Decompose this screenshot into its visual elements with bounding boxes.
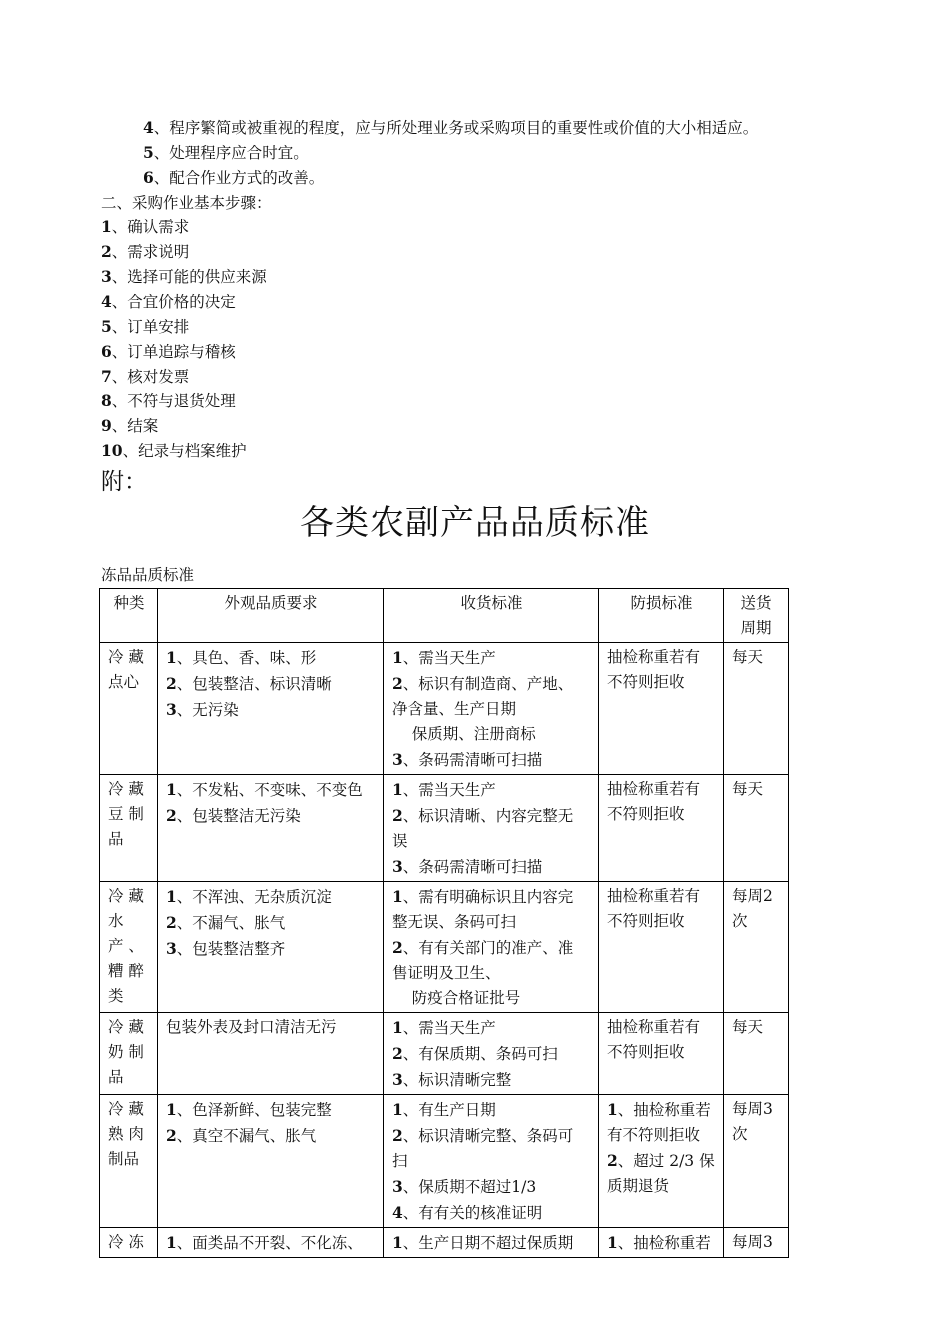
intro-item-text: 、程序繁简或被重视的程度，应与所处理业务或采购项目的重要性或价值的大小相适应。	[153, 119, 759, 137]
cell-loss-prevention	[599, 775, 724, 882]
cell-receiving	[384, 1228, 599, 1258]
intro-item	[143, 143, 309, 163]
header-delivery	[724, 589, 789, 643]
cell-text-line: 1、需当天生产	[392, 648, 496, 667]
cell-text-line: 误	[392, 832, 408, 850]
step-item	[101, 367, 189, 387]
step-item	[101, 342, 236, 362]
cell-kind	[100, 882, 158, 1013]
cell-text-line: 3、无污染	[166, 700, 239, 719]
table-body	[100, 643, 789, 1258]
document-title: 各类农副产品品质标准	[300, 503, 650, 543]
cell-loss-prevention	[599, 1013, 724, 1095]
cell-text-line: 糟 醉	[108, 962, 144, 980]
cell-text-line: 2、标识清晰、内容完整无	[392, 806, 574, 825]
cell-kind	[100, 643, 158, 775]
step-number: 10	[101, 441, 123, 460]
step-item	[101, 267, 267, 287]
cell-text-line: 1、生产日期不超过保质期	[392, 1233, 574, 1252]
quality-standards-table	[99, 588, 789, 1258]
step-text: 、订单安排	[111, 318, 190, 336]
cell-text-line: 2、标识清晰完整、条码可	[392, 1126, 574, 1145]
cell-text-line: 品	[108, 1068, 124, 1086]
step-text: 、结案	[111, 417, 159, 435]
cell-text-line: 水	[108, 912, 124, 930]
cell-text-line: 不符则拒收	[607, 673, 685, 691]
step-item	[101, 441, 247, 461]
cell-loss-prevention	[599, 1095, 724, 1228]
cell-text-line: 2、超过 2/3 保	[607, 1151, 715, 1170]
cell-text-line: 2、包装整洁、标识清晰	[166, 674, 332, 693]
step-item	[101, 292, 236, 312]
cell-receiving	[384, 1013, 599, 1095]
cell-delivery	[724, 1095, 789, 1228]
cell-text-line: 2、有有关部门的准产、准	[392, 938, 574, 957]
cell-receiving	[384, 882, 599, 1013]
cell-text-line: 1、需有明确标识且内容完	[392, 887, 574, 906]
cell-text-line: 2、有保质期、条码可扫	[392, 1044, 558, 1063]
cell-appearance	[158, 1095, 384, 1228]
cell-text-line: 4、有有关的核准证明	[392, 1203, 543, 1222]
table-row	[100, 882, 789, 1013]
cell-text-line: 1、需当天生产	[392, 1018, 496, 1037]
cell-text-line: 净含量、生产日期	[392, 700, 517, 718]
cell-text-line: 不符则拒收	[607, 1043, 685, 1061]
header-delivery-text: 送货 周期	[740, 594, 772, 637]
header-appearance: 外观品质要求	[158, 589, 384, 643]
step-text: 、核对发票	[111, 368, 190, 386]
cell-text-line: 品	[108, 830, 124, 848]
intro-item-number: 4	[143, 118, 154, 137]
cell-text-line: 不符则拒收	[607, 912, 685, 930]
cell-text-line: 3、条码需清晰可扫描	[392, 750, 543, 769]
step-number: 5	[101, 317, 112, 336]
cell-text-line: 冷 冻	[108, 1233, 144, 1251]
cell-loss-prevention	[599, 882, 724, 1013]
cell-receiving	[384, 775, 599, 882]
table-row	[100, 1228, 789, 1258]
table-row	[100, 1095, 789, 1228]
cell-text-line: 防疫合格证批号	[392, 989, 521, 1007]
table-row	[100, 1013, 789, 1095]
cell-text-line: 每周2	[732, 887, 773, 905]
step-number: 3	[101, 267, 112, 286]
step-text: 、订单追踪与稽核	[111, 343, 236, 361]
step-number: 7	[101, 367, 112, 386]
step-text: 、纪录与档案维护	[122, 442, 247, 460]
header-loss-prevention: 防损标准	[599, 589, 724, 643]
cell-appearance	[158, 775, 384, 882]
cell-text-line: 冷 藏	[108, 780, 144, 798]
cell-text-line: 抽检称重若有	[607, 1018, 701, 1036]
cell-text-line: 1、有生产日期	[392, 1100, 496, 1119]
cell-kind	[100, 1095, 158, 1228]
cell-text-line: 冷 藏	[108, 887, 144, 905]
cell-appearance	[158, 1013, 384, 1095]
cell-text-line: 类	[108, 987, 124, 1005]
cell-delivery	[724, 1013, 789, 1095]
cell-text-line: 1、需当天生产	[392, 780, 496, 799]
intro-item-text: 、配合作业方式的改善。	[153, 169, 325, 187]
cell-loss-prevention	[599, 1228, 724, 1258]
cell-receiving	[384, 1095, 599, 1228]
cell-text-line: 抽检称重若有	[607, 648, 701, 666]
cell-text-line: 2、包装整洁无污染	[166, 806, 301, 825]
cell-delivery	[724, 1228, 789, 1258]
cell-text-line: 2、真空不漏气、胀气	[166, 1126, 317, 1145]
step-number: 6	[101, 342, 112, 361]
cell-text-line: 质期退货	[607, 1177, 670, 1195]
section-heading: 二、采购作业基本步骤：	[101, 194, 272, 212]
cell-text-line: 抽检称重若有	[607, 887, 701, 905]
cell-text-line: 包装外表及封口清洁无污	[166, 1018, 337, 1036]
cell-text-line: 冷 藏	[108, 648, 144, 666]
step-number: 9	[101, 416, 112, 435]
cell-appearance	[158, 882, 384, 1013]
cell-delivery	[724, 775, 789, 882]
cell-text-line: 每周3	[732, 1100, 773, 1118]
cell-text-line: 1、不浑浊、无杂质沉淀	[166, 887, 332, 906]
cell-text-line: 1、不发粘、不变味、不变色	[166, 780, 363, 799]
cell-text-line: 次	[732, 1125, 748, 1143]
intro-item-text: 、处理程序应合时宜。	[153, 144, 309, 162]
cell-loss-prevention	[599, 643, 724, 775]
cell-text-line: 3、条码需清晰可扫描	[392, 857, 543, 876]
cell-kind	[100, 775, 158, 882]
cell-text-line: 扫	[392, 1152, 408, 1170]
step-number: 4	[101, 292, 112, 311]
table-row	[100, 775, 789, 882]
step-number: 8	[101, 391, 112, 410]
step-text: 、需求说明	[111, 243, 190, 261]
cell-delivery	[724, 882, 789, 1013]
cell-text-line: 3、标识清晰完整	[392, 1070, 512, 1089]
cell-text-line: 产 、	[108, 937, 144, 955]
cell-kind	[100, 1228, 158, 1258]
step-item	[101, 217, 189, 237]
cell-text-line: 豆 制	[108, 805, 144, 823]
cell-text-line: 2、标识有制造商、产地、	[392, 674, 574, 693]
cell-text-line: 冷 藏	[108, 1018, 144, 1036]
cell-receiving	[384, 643, 599, 775]
cell-text-line: 抽检称重若有	[607, 780, 701, 798]
step-number: 2	[101, 242, 112, 261]
step-number: 1	[101, 217, 112, 236]
appendix-label: 附：	[101, 469, 147, 495]
intro-item-number: 5	[143, 143, 154, 162]
cell-text-line: 奶 制	[108, 1043, 144, 1061]
intro-item	[143, 118, 758, 138]
table-header-row	[100, 589, 789, 643]
cell-text-line: 整无误、条码可扫	[392, 913, 517, 931]
cell-text-line: 有不符则拒收	[607, 1126, 701, 1144]
intro-item-number: 6	[143, 168, 154, 187]
cell-text-line: 每周3	[732, 1233, 773, 1251]
cell-text-line: 每天	[732, 780, 764, 798]
table-row	[100, 643, 789, 775]
cell-appearance	[158, 643, 384, 775]
cell-text-line: 点心	[108, 673, 140, 691]
cell-text-line: 保质期、注册商标	[392, 725, 536, 743]
cell-text-line: 1、具色、香、味、形	[166, 648, 317, 667]
step-text: 、确认需求	[111, 218, 190, 236]
step-item	[101, 242, 189, 262]
cell-text-line: 制品	[108, 1150, 140, 1168]
intro-item	[143, 168, 324, 188]
cell-text-line: 冷 藏	[108, 1100, 144, 1118]
cell-text-line: 1、色泽新鲜、包装完整	[166, 1100, 332, 1119]
cell-text-line: 1、抽检称重若	[607, 1233, 711, 1252]
header-receiving: 收货标准	[384, 589, 599, 643]
cell-appearance	[158, 1228, 384, 1258]
cell-text-line: 次	[732, 912, 748, 930]
cell-text-line: 熟 肉	[108, 1125, 144, 1143]
step-text: 、选择可能的供应来源	[111, 268, 267, 286]
cell-text-line: 不符则拒收	[607, 805, 685, 823]
step-item	[101, 416, 158, 436]
cell-text-line: 每天	[732, 648, 764, 666]
cell-delivery	[724, 643, 789, 775]
step-item	[101, 317, 189, 337]
cell-text-line: 售证明及卫生、	[392, 964, 501, 982]
header-kind: 种类	[100, 589, 158, 643]
cell-text-line: 1、面类品不开裂、不化冻、	[166, 1233, 363, 1252]
step-text: 、合宜价格的决定	[111, 293, 236, 311]
cell-text-line: 3、保质期不超过1/3	[392, 1177, 537, 1196]
cell-text-line: 2、不漏气、胀气	[166, 913, 286, 932]
table-caption: 冻品品质标准	[101, 566, 195, 584]
cell-kind	[100, 1013, 158, 1095]
cell-text-line: 1、抽检称重若	[607, 1100, 711, 1119]
cell-text-line: 3、包装整洁整齐	[166, 939, 286, 958]
step-item	[101, 391, 236, 411]
step-text: 、不符与退货处理	[111, 392, 236, 410]
cell-text-line: 每天	[732, 1018, 764, 1036]
